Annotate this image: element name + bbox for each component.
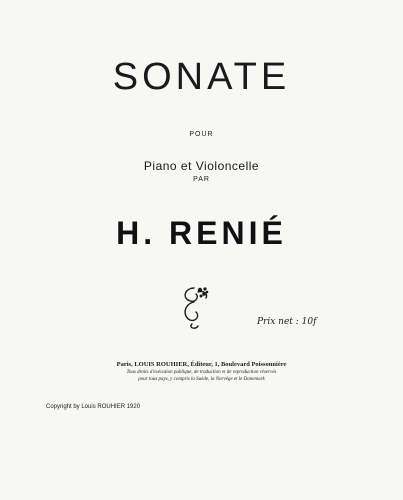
par-label: PAR xyxy=(193,176,210,183)
ornamental-flourish-icon xyxy=(174,284,214,330)
publisher-imprint xyxy=(0,360,403,383)
rights-territory: pour tous pays, y compris la Suède, la Norvège et le Danemark xyxy=(138,377,265,382)
copyright-notice: Copyright by Louis ROUHIER 1920 xyxy=(46,404,141,410)
work-title: SONATE xyxy=(112,56,291,98)
pour-label: POUR xyxy=(189,131,214,138)
composer-name: H. RENIÉ xyxy=(116,215,287,251)
rights-notice: Tous droits d'exécution publique, de traduction et de reproduction réservés xyxy=(126,370,277,375)
publisher-address: Paris, LOUIS ROUHIER, Éditeur, 1, Boulevard Poissonnière xyxy=(116,361,287,368)
price-label: Prix net : 10f xyxy=(257,317,317,327)
instrumentation: Piano et Violoncelle xyxy=(143,159,260,173)
